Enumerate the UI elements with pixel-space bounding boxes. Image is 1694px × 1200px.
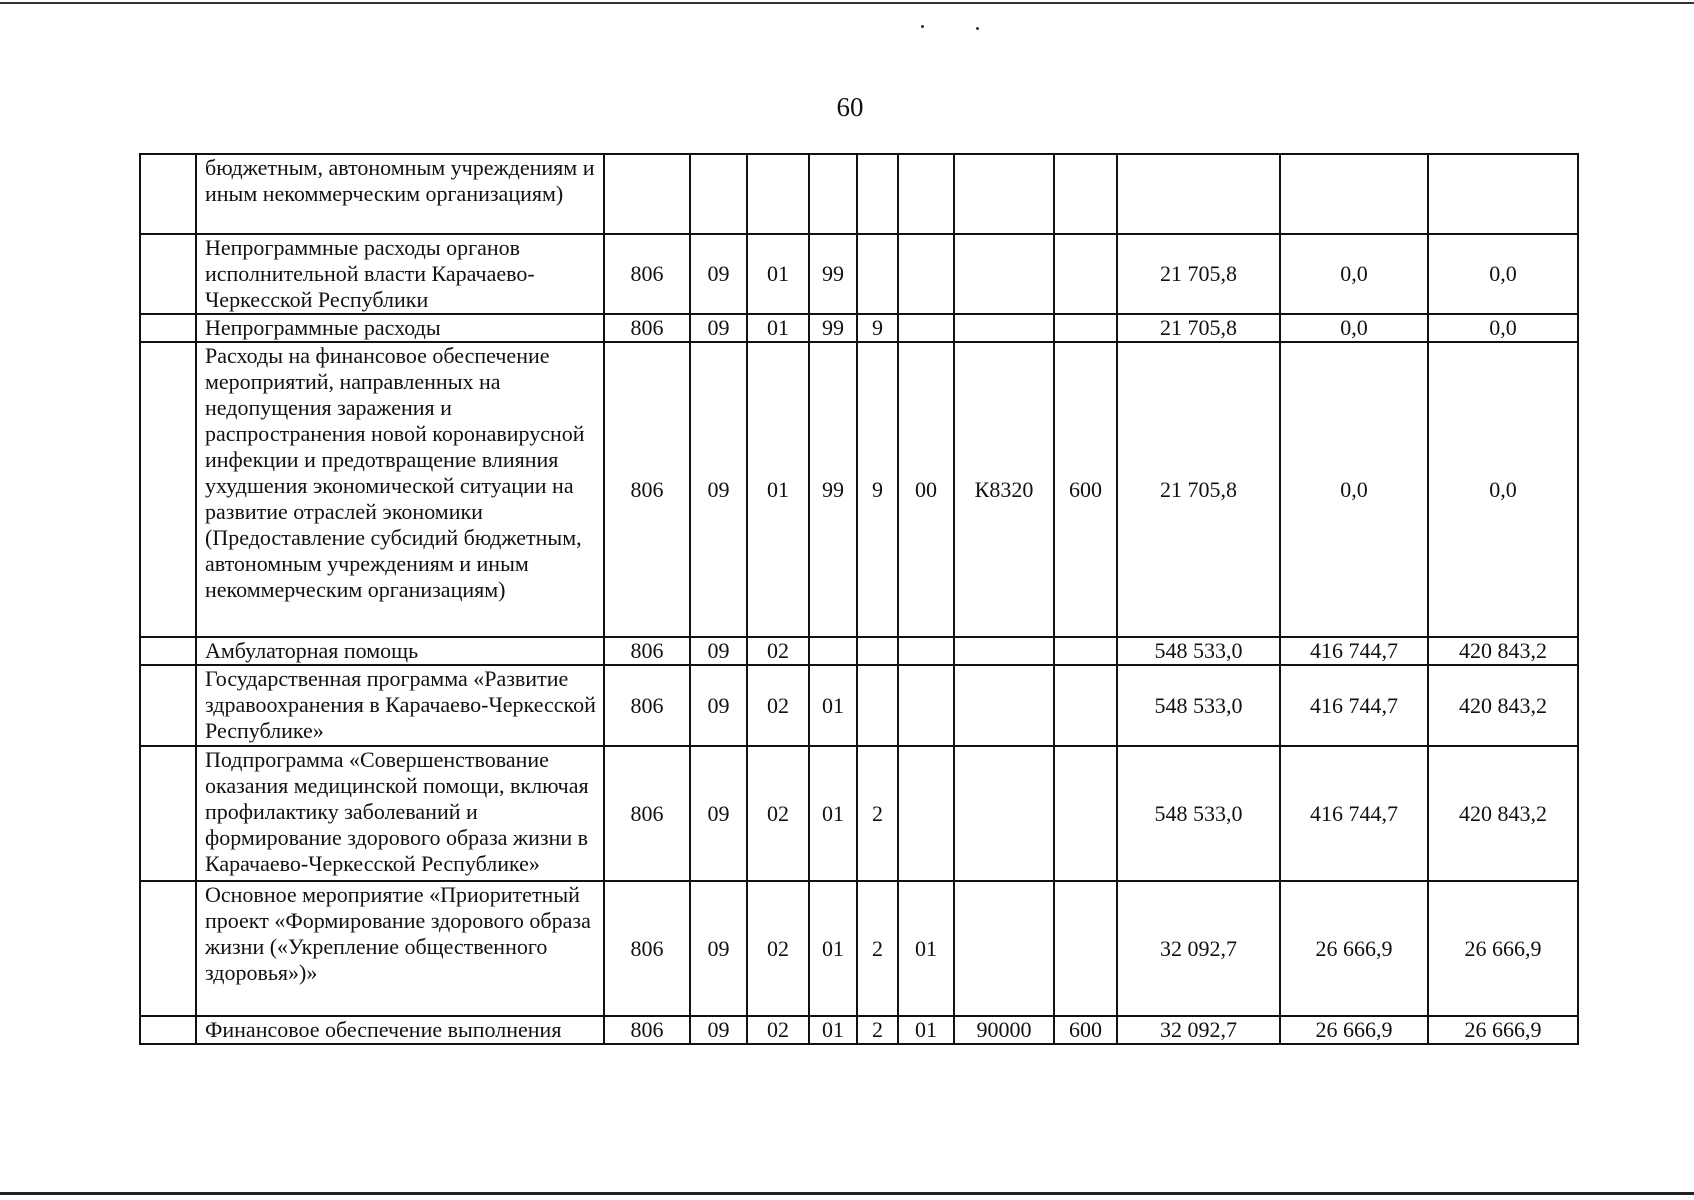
table-row bbox=[140, 1016, 1578, 1044]
amount-year-2-cell: 26 666,9 bbox=[1280, 1016, 1428, 1044]
amount-year-2-cell bbox=[1280, 154, 1428, 234]
subsection-code-cell: 02 bbox=[747, 665, 809, 746]
program-code-cell: 99 bbox=[809, 342, 857, 637]
bottom-scan-edge bbox=[0, 1192, 1694, 1195]
main-event-code-cell bbox=[898, 746, 954, 881]
top-scan-edge bbox=[0, 2, 1694, 4]
direction-code-cell: К8320 bbox=[954, 342, 1054, 637]
scan-speck bbox=[921, 25, 924, 28]
amount-year-2-cell: 0,0 bbox=[1280, 314, 1428, 342]
expense-name-cell: Подпрограмма «Совершенствование оказания медицинской помощи, включая профилактику заболеваний и формирование здорового образа жизни в Карачаево-Черкесской Республике» bbox=[196, 746, 604, 881]
program-code-cell: 99 bbox=[809, 314, 857, 342]
row-number-cell bbox=[140, 314, 196, 342]
row-number-cell bbox=[140, 1016, 196, 1044]
subsection-code-cell: 02 bbox=[747, 1016, 809, 1044]
amount-year-3-cell: 0,0 bbox=[1428, 342, 1578, 637]
amount-year-1-cell: 21 705,8 bbox=[1117, 314, 1280, 342]
amount-year-3-cell: 0,0 bbox=[1428, 314, 1578, 342]
subsection-code-cell: 01 bbox=[747, 234, 809, 314]
amount-year-1-cell bbox=[1117, 154, 1280, 234]
program-code-cell: 01 bbox=[809, 881, 857, 1016]
table-row bbox=[140, 342, 1578, 637]
row-number-cell bbox=[140, 881, 196, 1016]
ministry-code-cell: 806 bbox=[604, 665, 690, 746]
amount-year-1-cell: 21 705,8 bbox=[1117, 234, 1280, 314]
ministry-code-cell bbox=[604, 154, 690, 234]
expense-name-cell: Амбулаторная помощь bbox=[196, 637, 604, 665]
expense-name-cell: Государственная программа «Развитие здравоохранения в Карачаево-Черкесской Республике» bbox=[196, 665, 604, 746]
ministry-code-cell: 806 bbox=[604, 881, 690, 1016]
amount-year-3-cell: 420 843,2 bbox=[1428, 746, 1578, 881]
ministry-code-cell: 806 bbox=[604, 342, 690, 637]
subsection-code-cell: 02 bbox=[747, 881, 809, 1016]
amount-year-3-cell: 420 843,2 bbox=[1428, 637, 1578, 665]
ministry-code-cell: 806 bbox=[604, 1016, 690, 1044]
subprogram-code-cell: 9 bbox=[857, 314, 898, 342]
page-number: 60 bbox=[836, 92, 864, 122]
row-number-cell bbox=[140, 342, 196, 637]
expense-type-code-cell bbox=[1054, 637, 1117, 665]
section-code-cell: 09 bbox=[690, 746, 747, 881]
section-code-cell: 09 bbox=[690, 1016, 747, 1044]
main-event-code-cell bbox=[898, 234, 954, 314]
subprogram-code-cell bbox=[857, 665, 898, 746]
amount-year-2-cell: 416 744,7 bbox=[1280, 665, 1428, 746]
expense-name-cell: Непрограммные расходы органов исполнительной власти Карачаево-Черкесской Республики bbox=[196, 234, 604, 314]
expense-name-cell: Финансовое обеспечение выполнения bbox=[196, 1016, 604, 1044]
main-event-code-cell: 01 bbox=[898, 881, 954, 1016]
table-row bbox=[140, 881, 1578, 1016]
section-code-cell: 09 bbox=[690, 234, 747, 314]
subsection-code-cell: 01 bbox=[747, 314, 809, 342]
subprogram-code-cell: 2 bbox=[857, 1016, 898, 1044]
amount-year-2-cell: 0,0 bbox=[1280, 234, 1428, 314]
ministry-code-cell: 806 bbox=[604, 746, 690, 881]
row-number-cell bbox=[140, 665, 196, 746]
subsection-code-cell: 02 bbox=[747, 637, 809, 665]
subprogram-code-cell bbox=[857, 637, 898, 665]
expense-type-code-cell bbox=[1054, 314, 1117, 342]
direction-code-cell bbox=[954, 234, 1054, 314]
table-row bbox=[140, 637, 1578, 665]
main-event-code-cell bbox=[898, 665, 954, 746]
table-row bbox=[140, 234, 1578, 314]
program-code-cell bbox=[809, 637, 857, 665]
row-number-cell bbox=[140, 154, 196, 234]
program-code-cell bbox=[809, 154, 857, 234]
direction-code-cell bbox=[954, 746, 1054, 881]
section-code-cell: 09 bbox=[690, 342, 747, 637]
amount-year-1-cell: 548 533,0 bbox=[1117, 665, 1280, 746]
ministry-code-cell: 806 bbox=[604, 637, 690, 665]
main-event-code-cell: 00 bbox=[898, 342, 954, 637]
subsection-code-cell: 01 bbox=[747, 342, 809, 637]
subprogram-code-cell: 9 bbox=[857, 342, 898, 637]
amount-year-3-cell bbox=[1428, 154, 1578, 234]
expense-type-code-cell bbox=[1054, 154, 1117, 234]
main-event-code-cell bbox=[898, 154, 954, 234]
direction-code-cell: 90000 bbox=[954, 1016, 1054, 1044]
amount-year-3-cell: 26 666,9 bbox=[1428, 881, 1578, 1016]
row-number-cell bbox=[140, 746, 196, 881]
expense-name-cell: Основное мероприятие «Приоритетный проект «Формирование здорового образа жизни («Укрепление общественного здоровья»)» bbox=[196, 881, 604, 1016]
table-row bbox=[140, 314, 1578, 342]
expense-type-code-cell bbox=[1054, 746, 1117, 881]
expense-type-code-cell bbox=[1054, 234, 1117, 314]
section-code-cell: 09 bbox=[690, 637, 747, 665]
subprogram-code-cell: 2 bbox=[857, 881, 898, 1016]
main-event-code-cell bbox=[898, 314, 954, 342]
scan-speck bbox=[976, 27, 979, 30]
expense-type-code-cell bbox=[1054, 881, 1117, 1016]
ministry-code-cell: 806 bbox=[604, 234, 690, 314]
budget-table bbox=[139, 153, 1579, 1045]
section-code-cell bbox=[690, 154, 747, 234]
amount-year-1-cell: 21 705,8 bbox=[1117, 342, 1280, 637]
section-code-cell: 09 bbox=[690, 881, 747, 1016]
section-code-cell: 09 bbox=[690, 665, 747, 746]
subprogram-code-cell: 2 bbox=[857, 746, 898, 881]
expense-name-cell: Расходы на финансовое обеспечение мероприятий, направленных на недопущения заражения и распространения новой коронавирусной инфекции и предотвращение влияния ухудшения экономической ситуации на развитие отраслей экономики (Предоставление субсидий бюджетным, автономным учреждениям и иным некоммерческим организациям) bbox=[196, 342, 604, 637]
main-event-code-cell: 01 bbox=[898, 1016, 954, 1044]
amount-year-1-cell: 548 533,0 bbox=[1117, 637, 1280, 665]
amount-year-3-cell: 26 666,9 bbox=[1428, 1016, 1578, 1044]
row-number-cell bbox=[140, 637, 196, 665]
subprogram-code-cell bbox=[857, 154, 898, 234]
expense-type-code-cell: 600 bbox=[1054, 342, 1117, 637]
main-event-code-cell bbox=[898, 637, 954, 665]
section-code-cell: 09 bbox=[690, 314, 747, 342]
amount-year-1-cell: 32 092,7 bbox=[1117, 881, 1280, 1016]
amount-year-2-cell: 26 666,9 bbox=[1280, 881, 1428, 1016]
table-row bbox=[140, 665, 1578, 746]
expense-type-code-cell bbox=[1054, 665, 1117, 746]
table-row bbox=[140, 746, 1578, 881]
amount-year-3-cell: 0,0 bbox=[1428, 234, 1578, 314]
expense-name-cell: бюджетным, автономным учреждениям и иным некоммерческим организациям) bbox=[196, 154, 604, 234]
expense-name-cell: Непрограммные расходы bbox=[196, 314, 604, 342]
amount-year-2-cell: 416 744,7 bbox=[1280, 637, 1428, 665]
program-code-cell: 01 bbox=[809, 746, 857, 881]
direction-code-cell bbox=[954, 637, 1054, 665]
direction-code-cell bbox=[954, 665, 1054, 746]
subsection-code-cell bbox=[747, 154, 809, 234]
amount-year-3-cell: 420 843,2 bbox=[1428, 665, 1578, 746]
subsection-code-cell: 02 bbox=[747, 746, 809, 881]
direction-code-cell bbox=[954, 314, 1054, 342]
table-row bbox=[140, 154, 1578, 234]
program-code-cell: 99 bbox=[809, 234, 857, 314]
amount-year-2-cell: 416 744,7 bbox=[1280, 746, 1428, 881]
row-number-cell bbox=[140, 234, 196, 314]
amount-year-2-cell: 0,0 bbox=[1280, 342, 1428, 637]
direction-code-cell bbox=[954, 881, 1054, 1016]
amount-year-1-cell: 32 092,7 bbox=[1117, 1016, 1280, 1044]
program-code-cell: 01 bbox=[809, 665, 857, 746]
direction-code-cell bbox=[954, 154, 1054, 234]
program-code-cell: 01 bbox=[809, 1016, 857, 1044]
amount-year-1-cell: 548 533,0 bbox=[1117, 746, 1280, 881]
expense-type-code-cell: 600 bbox=[1054, 1016, 1117, 1044]
ministry-code-cell: 806 bbox=[604, 314, 690, 342]
subprogram-code-cell bbox=[857, 234, 898, 314]
